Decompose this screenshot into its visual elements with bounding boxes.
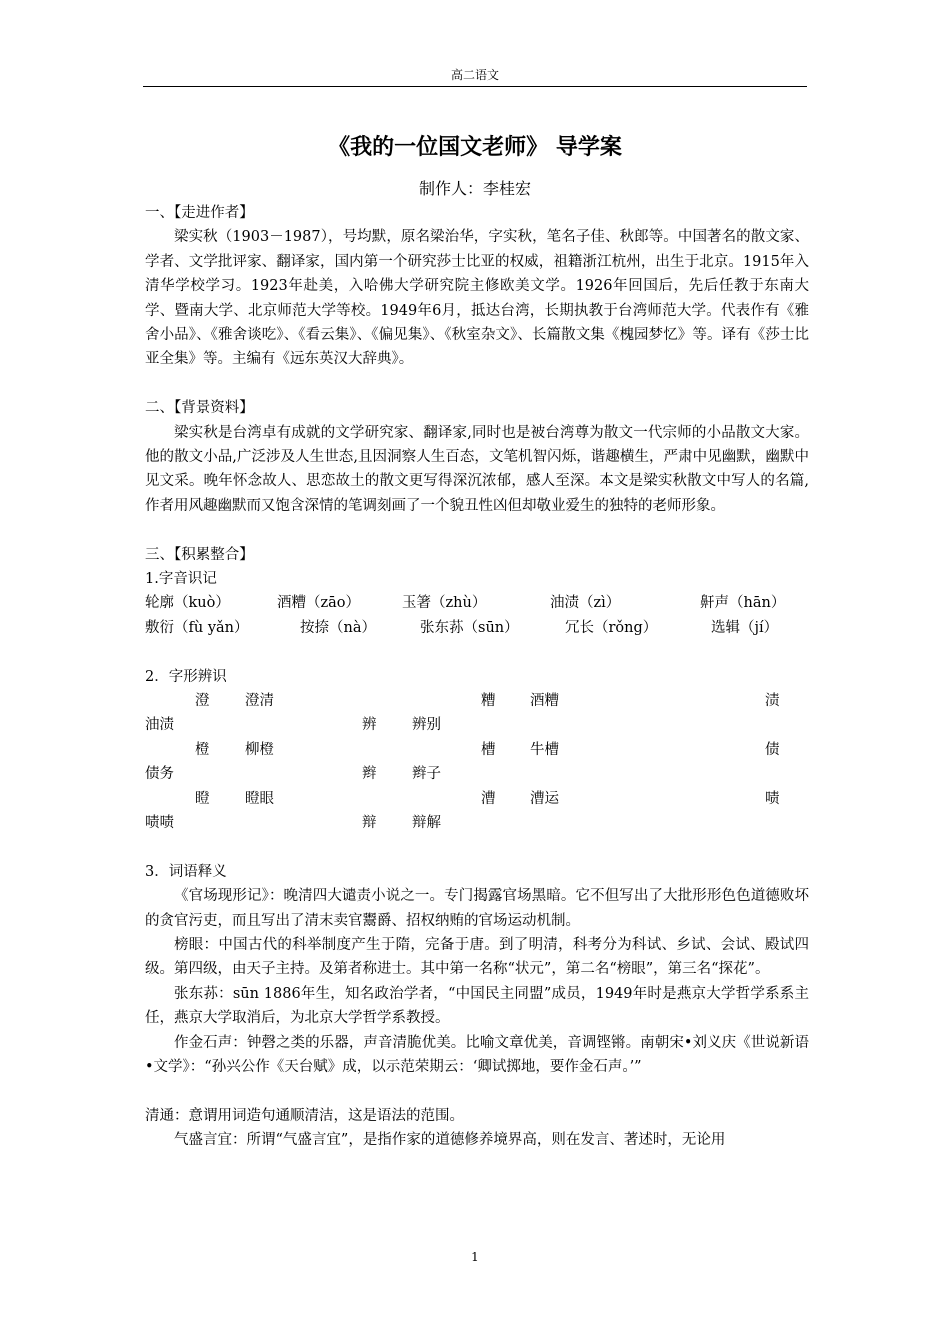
glyph-char: 辩: [362, 815, 377, 831]
glyph-row: [145, 787, 809, 811]
glyph-word: 辨别: [412, 717, 441, 734]
section-heading: 三、【积累整合】: [145, 546, 254, 563]
page-number: 1: [471, 1250, 479, 1264]
pronunciation-item: 鼾声（hān）: [700, 595, 786, 612]
header-divider: [143, 86, 807, 87]
pronunciation-item: 酒糟（zāo）: [277, 595, 361, 612]
glyph-char: 瞪: [195, 790, 210, 807]
pronunciation-item: 轮廓（kuò）: [145, 595, 230, 612]
glyph-char: 漕: [481, 790, 496, 807]
glyph-word: 油渍: [145, 717, 174, 734]
glyph-word: 辫子: [412, 766, 441, 783]
definition-paragraph: 气盛言宜：所谓“气盛言宜”，是指作家的道德修养境界高，则在发言、著述时，无论用: [174, 1132, 726, 1149]
section-heading: 一、【走进作者】: [145, 205, 254, 221]
glyph-word: 债务: [145, 766, 174, 783]
document-body: [145, 201, 809, 1153]
glyph-char: 辫: [362, 766, 377, 783]
definition-paragraph: 张东荪：sūn 1886年生，知名政治学者，“中国民主同盟”成员，1949年时是燕京大学哲学系系主任，燕京大学取消后，为北京大学哲学系教授。: [145, 985, 809, 1027]
glyph-char: 澄: [195, 693, 210, 710]
pronunciation-row: [145, 591, 809, 615]
glyph-row: [145, 762, 809, 786]
glyph-word: 辩解: [412, 815, 441, 831]
glyph-row: [145, 811, 809, 835]
section-heading: 二、【背景资料】: [145, 400, 254, 417]
definition-paragraph: 作金石声：钟磬之类的乐器，声音清脆优美。比喻文章优美，音调铿锵。南朝宋•刘义庆《世说新语•文学》：“孙兴公作《天台赋》成，以示范荣期云：‘卿试掷地，要作金石声。’”: [145, 1034, 809, 1076]
pronunciation-item: 冗长（rǒng）: [565, 619, 658, 636]
glyph-row: [145, 738, 809, 762]
document-title: 《我的一位国文老师》 导学案: [328, 135, 622, 160]
glyph-char: 啧: [765, 790, 780, 807]
glyph-word: 瞪眼: [245, 790, 274, 807]
author-line: 制作人：李桂宏: [418, 179, 531, 198]
definition-paragraph: 清通：意谓用词造句通顺清洁，这是语法的范围。: [145, 1107, 464, 1124]
pronunciation-item: 敷衍（fù yǎn）: [145, 619, 249, 636]
pronunciation-item: 张东荪（sūn）: [420, 619, 519, 636]
glyph-char: 辨: [362, 717, 377, 734]
pronunciation-row: [145, 616, 809, 640]
glyph-word: 酒糟: [530, 693, 559, 710]
glyph-word: 柳橙: [245, 741, 274, 758]
glyph-char: 渍: [765, 693, 780, 710]
pronunciation-item: 选辑（jí）: [711, 619, 779, 636]
page-header: 高二语文: [450, 68, 499, 82]
subsection-heading: 2．字形辨识: [145, 668, 227, 685]
pronunciation-item: 玉箸（zhù）: [402, 595, 487, 612]
definition-paragraph: 《官场现形记》：晚清四大谴责小说之一。专门揭露官场黑暗。它不但写出了大批形形色色道德败坏的贪官污吏，而且写出了清末卖官鬻爵、招权纳贿的官场运动机制。: [145, 888, 809, 929]
glyph-char: 槽: [481, 741, 496, 758]
author-intro-paragraph: 梁实秋（1903－1987），号均默，原名梁治华，字实秋，笔名子佳、秋郎等。中国著名的散文家、学者、文学批评家、翻译家，国内第一个研究莎士比亚的权威，祖籍浙江杭州，出生于北京。1915年入清华学校学习。1923年赴美，入哈佛大学研究院主修欧美文学。1926年回国后，先后任教于东南大学、暨南大学、北京师范大学等校。1949年6月，抵达台湾，长期执教于台湾师范大学。代表作有《雅舍小品》、《雅舍谈吃》、《看云集》、《偏见集》、《秋室杂文》、长篇散文集《槐园梦忆》等。译有《莎士比亚全集》等。主编有《远东英汉大辞典》。: [145, 229, 809, 368]
glyph-word: 啧啧: [145, 815, 174, 831]
glyph-row: [145, 713, 809, 737]
glyph-char: 糟: [481, 693, 496, 710]
definition-paragraph: 榜眼：中国古代的科举制度产生于隋，完备于唐。到了明清，科考分为科试、乡试、会试、殿试四级。第四级，由天子主持。及第者称进士。其中第一名称“状元”，第二名“榜眼”，第三名“探花”。: [145, 937, 809, 978]
glyph-word: 漕运: [530, 790, 559, 807]
glyph-char: 债: [765, 741, 780, 758]
glyph-char: 橙: [195, 741, 210, 758]
glyph-word: 澄清: [245, 693, 274, 710]
subsection-heading: 1.字音识记: [145, 571, 217, 588]
glyph-row: [145, 689, 809, 713]
pronunciation-item: 油渍（zì）: [550, 595, 621, 612]
subsection-heading: 3．词语释义: [145, 863, 227, 880]
background-paragraph: 梁实秋是台湾卓有成就的文学研究家、翻译家,同时也是被台湾尊为散文一代宗师的小品散文大家。他的散文小品,广泛涉及人生世态,且因洞察人生百态，文笔机智闪烁，谐趣横生，严肃中见幽默，幽默中见文采。晚年怀念故人、思恋故土的散文更写得深沉浓郁，感人至深。本文是梁实秋散文中写人的名篇,作者用风趣幽默而又饱含深情的笔调刻画了一个貌丑性凶但却敬业爱生的独特的老师形象。: [145, 424, 809, 514]
glyph-word: 牛槽: [530, 741, 559, 758]
pronunciation-item: 按捺（nà）: [300, 619, 376, 636]
